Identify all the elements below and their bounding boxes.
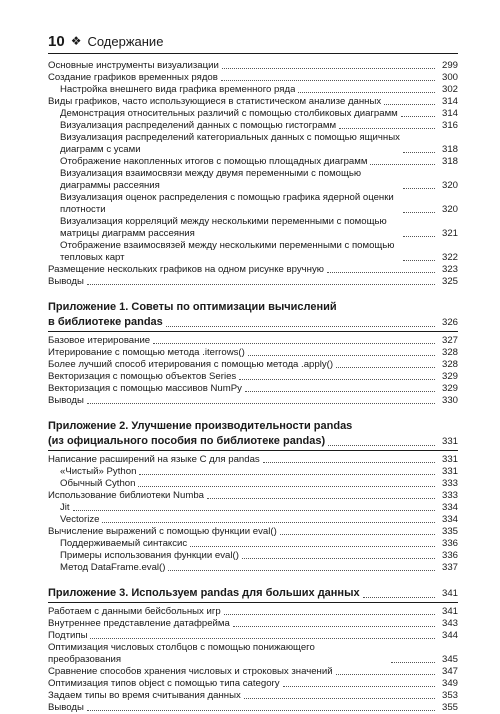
toc-entry — [48, 466, 458, 478]
toc-entry-page: 322 — [441, 252, 458, 263]
toc-entry-title: Визуализация распределений категориальных данных с помощью ящичных диаграмм с усами — [60, 132, 400, 155]
toc-entry-title: Создание графиков временных рядов — [48, 72, 218, 83]
leader-dots — [328, 444, 435, 446]
toc-entry-page: 341 — [441, 606, 458, 617]
toc-entry-page: 320 — [441, 204, 458, 215]
appendix-3-heading — [48, 586, 458, 603]
toc-entry — [48, 502, 458, 514]
toc-entry-page: 328 — [441, 359, 458, 370]
toc-entry — [48, 538, 458, 550]
page-header — [48, 30, 458, 52]
toc-entry-title: Сравнение способов хранения числовых и строковых значений — [48, 666, 333, 677]
leader-dots — [363, 596, 435, 598]
toc-entry — [48, 96, 458, 108]
toc-entry-title: Виды графиков, часто использующиеся в статистическом анализе данных — [48, 96, 382, 107]
leader-dots — [401, 115, 435, 117]
toc-entry — [48, 335, 458, 347]
toc-entry — [48, 240, 458, 264]
leader-dots — [336, 673, 435, 675]
leader-dots — [336, 366, 435, 368]
toc-entry — [48, 168, 458, 192]
leader-dots — [403, 187, 435, 189]
appendix-1-title-line2: в библиотеке pandas — [48, 316, 163, 328]
toc-entry-page: 331 — [441, 454, 458, 465]
toc-entry-page: 336 — [441, 538, 458, 549]
leader-dots — [391, 661, 435, 663]
toc-entry — [48, 562, 458, 574]
leader-dots — [370, 163, 435, 165]
toc-entry-title: Jit — [60, 502, 70, 513]
toc-entry — [48, 478, 458, 490]
toc-entry-title: Векторизация с помощью объектов Series — [48, 371, 237, 382]
toc-entry — [48, 347, 458, 359]
toc-entry-title: Визуализация корреляций между несколькими переменными с помощью матрицы диаграмм рассеяния — [60, 216, 387, 239]
appendix-1-entries — [48, 335, 458, 407]
leader-dots — [102, 521, 435, 523]
leader-dots — [90, 637, 435, 639]
leader-dots — [339, 127, 435, 129]
page-number: 10 — [48, 32, 65, 50]
appendix-3-page: 341 — [441, 588, 458, 599]
toc-entry-page: 345 — [441, 654, 458, 665]
toc-entry-title: Vectorize — [60, 514, 100, 525]
toc-entry-page: 327 — [441, 335, 458, 346]
toc-group-visualization — [48, 60, 458, 288]
toc-entry-page: 334 — [441, 502, 458, 513]
leader-dots — [190, 545, 435, 547]
appendix-2-entries — [48, 454, 458, 574]
leader-dots — [87, 402, 435, 404]
leader-dots — [207, 497, 435, 499]
toc-entry — [48, 216, 458, 240]
table-of-contents — [48, 60, 458, 714]
leader-dots — [245, 390, 435, 392]
appendix-2-title-line2: (из официального пособия по библиотеке pandas) — [48, 435, 326, 447]
toc-entry-page: 328 — [441, 347, 458, 358]
toc-entry-page: 330 — [441, 395, 458, 406]
toc-entry-page: 337 — [441, 562, 458, 573]
toc-entry — [48, 618, 458, 630]
appendix-1-title-line1: Приложение 1. Советы по оптимизации вычислений — [48, 301, 337, 313]
appendix-2-page: 331 — [441, 436, 458, 447]
toc-entry — [48, 642, 458, 666]
toc-entry-title: Вычисление выражений с помощью функции eval() — [48, 526, 277, 537]
toc-entry-page: 318 — [441, 156, 458, 167]
toc-entry — [48, 192, 458, 216]
toc-entry-title: Отображение взаимосвязей между несколькими переменными с помощью тепловых карт — [60, 240, 395, 263]
leader-dots — [224, 613, 435, 615]
toc-entry-title: Демонстрация относительных различий с помощью столбиковых диаграмм — [60, 108, 398, 119]
toc-entry-title: Основные инструменты визуализации — [48, 60, 219, 71]
toc-entry — [48, 359, 458, 371]
toc-entry — [48, 156, 458, 168]
toc-entry — [48, 395, 458, 407]
leader-dots — [263, 461, 435, 463]
appendix-3-title: Приложение 3. Используем pandas для больших данных — [48, 587, 360, 599]
leader-dots — [87, 283, 435, 285]
toc-entry-title: Отображение накопленных итогов с помощью площадных диаграмм — [60, 156, 368, 167]
toc-entry — [48, 514, 458, 526]
toc-entry-page: 316 — [441, 120, 458, 131]
toc-entry — [48, 60, 458, 72]
leader-dots — [384, 103, 435, 105]
toc-entry-page: 314 — [441, 108, 458, 119]
leader-dots — [327, 271, 435, 273]
section-divider — [48, 450, 458, 451]
toc-entry-title: Выводы — [48, 395, 84, 406]
toc-entry-page: 321 — [441, 228, 458, 239]
toc-entry — [48, 120, 458, 132]
toc-entry — [48, 276, 458, 288]
toc-entry-title: Выводы — [48, 276, 84, 287]
header-divider — [48, 53, 458, 54]
toc-entry-title: Выводы — [48, 702, 84, 713]
toc-entry — [48, 678, 458, 690]
toc-entry-page: 299 — [441, 60, 458, 71]
appendix-1-page: 326 — [441, 317, 458, 328]
appendix-2-heading — [48, 419, 458, 451]
toc-entry-page: 353 — [441, 690, 458, 701]
toc-entry-title: Итерирование с помощью метода .iterrows() — [48, 347, 245, 358]
toc-entry — [48, 383, 458, 395]
toc-entry-page: 320 — [441, 180, 458, 191]
toc-entry-page: 336 — [441, 550, 458, 561]
toc-entry — [48, 666, 458, 678]
page-title: Содержание — [87, 33, 164, 49]
leader-dots — [403, 259, 435, 261]
toc-entry-page: 329 — [441, 383, 458, 394]
leader-dots — [280, 533, 435, 535]
appendix-2-title-line1: Приложение 2. Улучшение производительности pandas — [48, 420, 353, 432]
leader-dots — [403, 151, 435, 153]
leader-dots — [168, 569, 435, 571]
toc-entry — [48, 84, 458, 96]
leader-dots — [283, 685, 435, 687]
toc-entry-title: Поддерживаемый синтаксис — [60, 538, 188, 549]
leader-dots — [244, 697, 435, 699]
toc-entry-title: Оптимизация числовых столбцов с помощью понижающего преобразования — [48, 642, 315, 665]
toc-entry-page: 335 — [441, 526, 458, 537]
leader-dots — [239, 378, 435, 380]
leader-dots — [73, 509, 435, 511]
toc-entry-page: 329 — [441, 371, 458, 382]
toc-entry-page: 347 — [441, 666, 458, 677]
toc-entry-page: 331 — [441, 466, 458, 477]
toc-entry-page: 300 — [441, 72, 458, 83]
leader-dots — [298, 91, 435, 93]
leader-dots — [166, 325, 435, 327]
toc-entry-page: 355 — [441, 702, 458, 713]
toc-entry — [48, 490, 458, 502]
toc-entry — [48, 606, 458, 618]
toc-entry-title: Задаем типы во время считывания данных — [48, 690, 241, 701]
leader-dots — [221, 79, 435, 81]
leader-dots — [87, 709, 435, 711]
toc-entry-title: Подтипы — [48, 630, 88, 641]
toc-entry-page: 323 — [441, 264, 458, 275]
toc-entry-title: Визуализация распределений данных с помощью гистограмм — [60, 120, 337, 131]
section-divider — [48, 602, 458, 603]
toc-entry-page: 344 — [441, 630, 458, 641]
section-divider — [48, 331, 458, 332]
toc-entry — [48, 264, 458, 276]
toc-entry-page: 349 — [441, 678, 458, 689]
ornament-icon: ❖ — [70, 34, 82, 48]
leader-dots — [403, 235, 435, 237]
toc-entry-title: Работаем с данными бейсбольных игр — [48, 606, 221, 617]
toc-entry-title: Внутреннее представление датафрейма — [48, 618, 230, 629]
leader-dots — [233, 625, 435, 627]
toc-entry — [48, 702, 458, 714]
toc-entry-page: 333 — [441, 490, 458, 501]
toc-entry-title: Визуализация взаимосвязи между двумя переменными с помощью диаграммы рассеяния — [60, 168, 362, 191]
toc-entry — [48, 550, 458, 562]
toc-entry — [48, 630, 458, 642]
leader-dots — [153, 342, 435, 344]
leader-dots — [242, 557, 435, 559]
toc-entry — [48, 526, 458, 538]
toc-entry-title: Размещение нескольких графиков на одном рисунке вручную — [48, 264, 324, 275]
leader-dots — [139, 473, 435, 475]
toc-entry — [48, 454, 458, 466]
toc-entry-page: 343 — [441, 618, 458, 629]
toc-entry-title: Базовое итерирование — [48, 335, 151, 346]
toc-entry-page: 325 — [441, 276, 458, 287]
toc-entry-title: Более лучший способ итерирования с помощью метода .apply() — [48, 359, 334, 370]
toc-entry-title: Написание расширений на языке C для pandas — [48, 454, 260, 465]
appendix-1-heading — [48, 300, 458, 332]
toc-entry — [48, 108, 458, 120]
toc-entry-page: 318 — [441, 144, 458, 155]
toc-entry-title: Использование библиотеки Numba — [48, 490, 204, 501]
leader-dots — [138, 485, 435, 487]
toc-entry-title: Обычный Cython — [60, 478, 136, 489]
appendix-3-entries — [48, 606, 458, 714]
toc-entry — [48, 690, 458, 702]
toc-entry-title: Настройка внешнего вида графика временного ряда — [60, 84, 296, 95]
toc-entry-title: Примеры использования функции eval() — [60, 550, 239, 561]
leader-dots — [403, 211, 435, 213]
toc-entry-page: 334 — [441, 514, 458, 525]
toc-entry-title: Векторизация с помощью массивов NumPy — [48, 383, 242, 394]
toc-entry-page: 314 — [441, 96, 458, 107]
toc-entry-title: Оптимизация типов object с помощью типа category — [48, 678, 280, 689]
toc-entry-page: 302 — [441, 84, 458, 95]
toc-entry — [48, 132, 458, 156]
leader-dots — [222, 67, 435, 69]
toc-entry — [48, 371, 458, 383]
toc-entry-title: «Чистый» Python — [60, 466, 137, 477]
toc-entry-title: Визуализация оценок распределения с помощью графика ядерной оценки плотности — [60, 192, 394, 215]
leader-dots — [248, 354, 435, 356]
toc-entry — [48, 72, 458, 84]
toc-entry-title: Метод DataFrame.eval() — [60, 562, 166, 573]
toc-entry-page: 333 — [441, 478, 458, 489]
